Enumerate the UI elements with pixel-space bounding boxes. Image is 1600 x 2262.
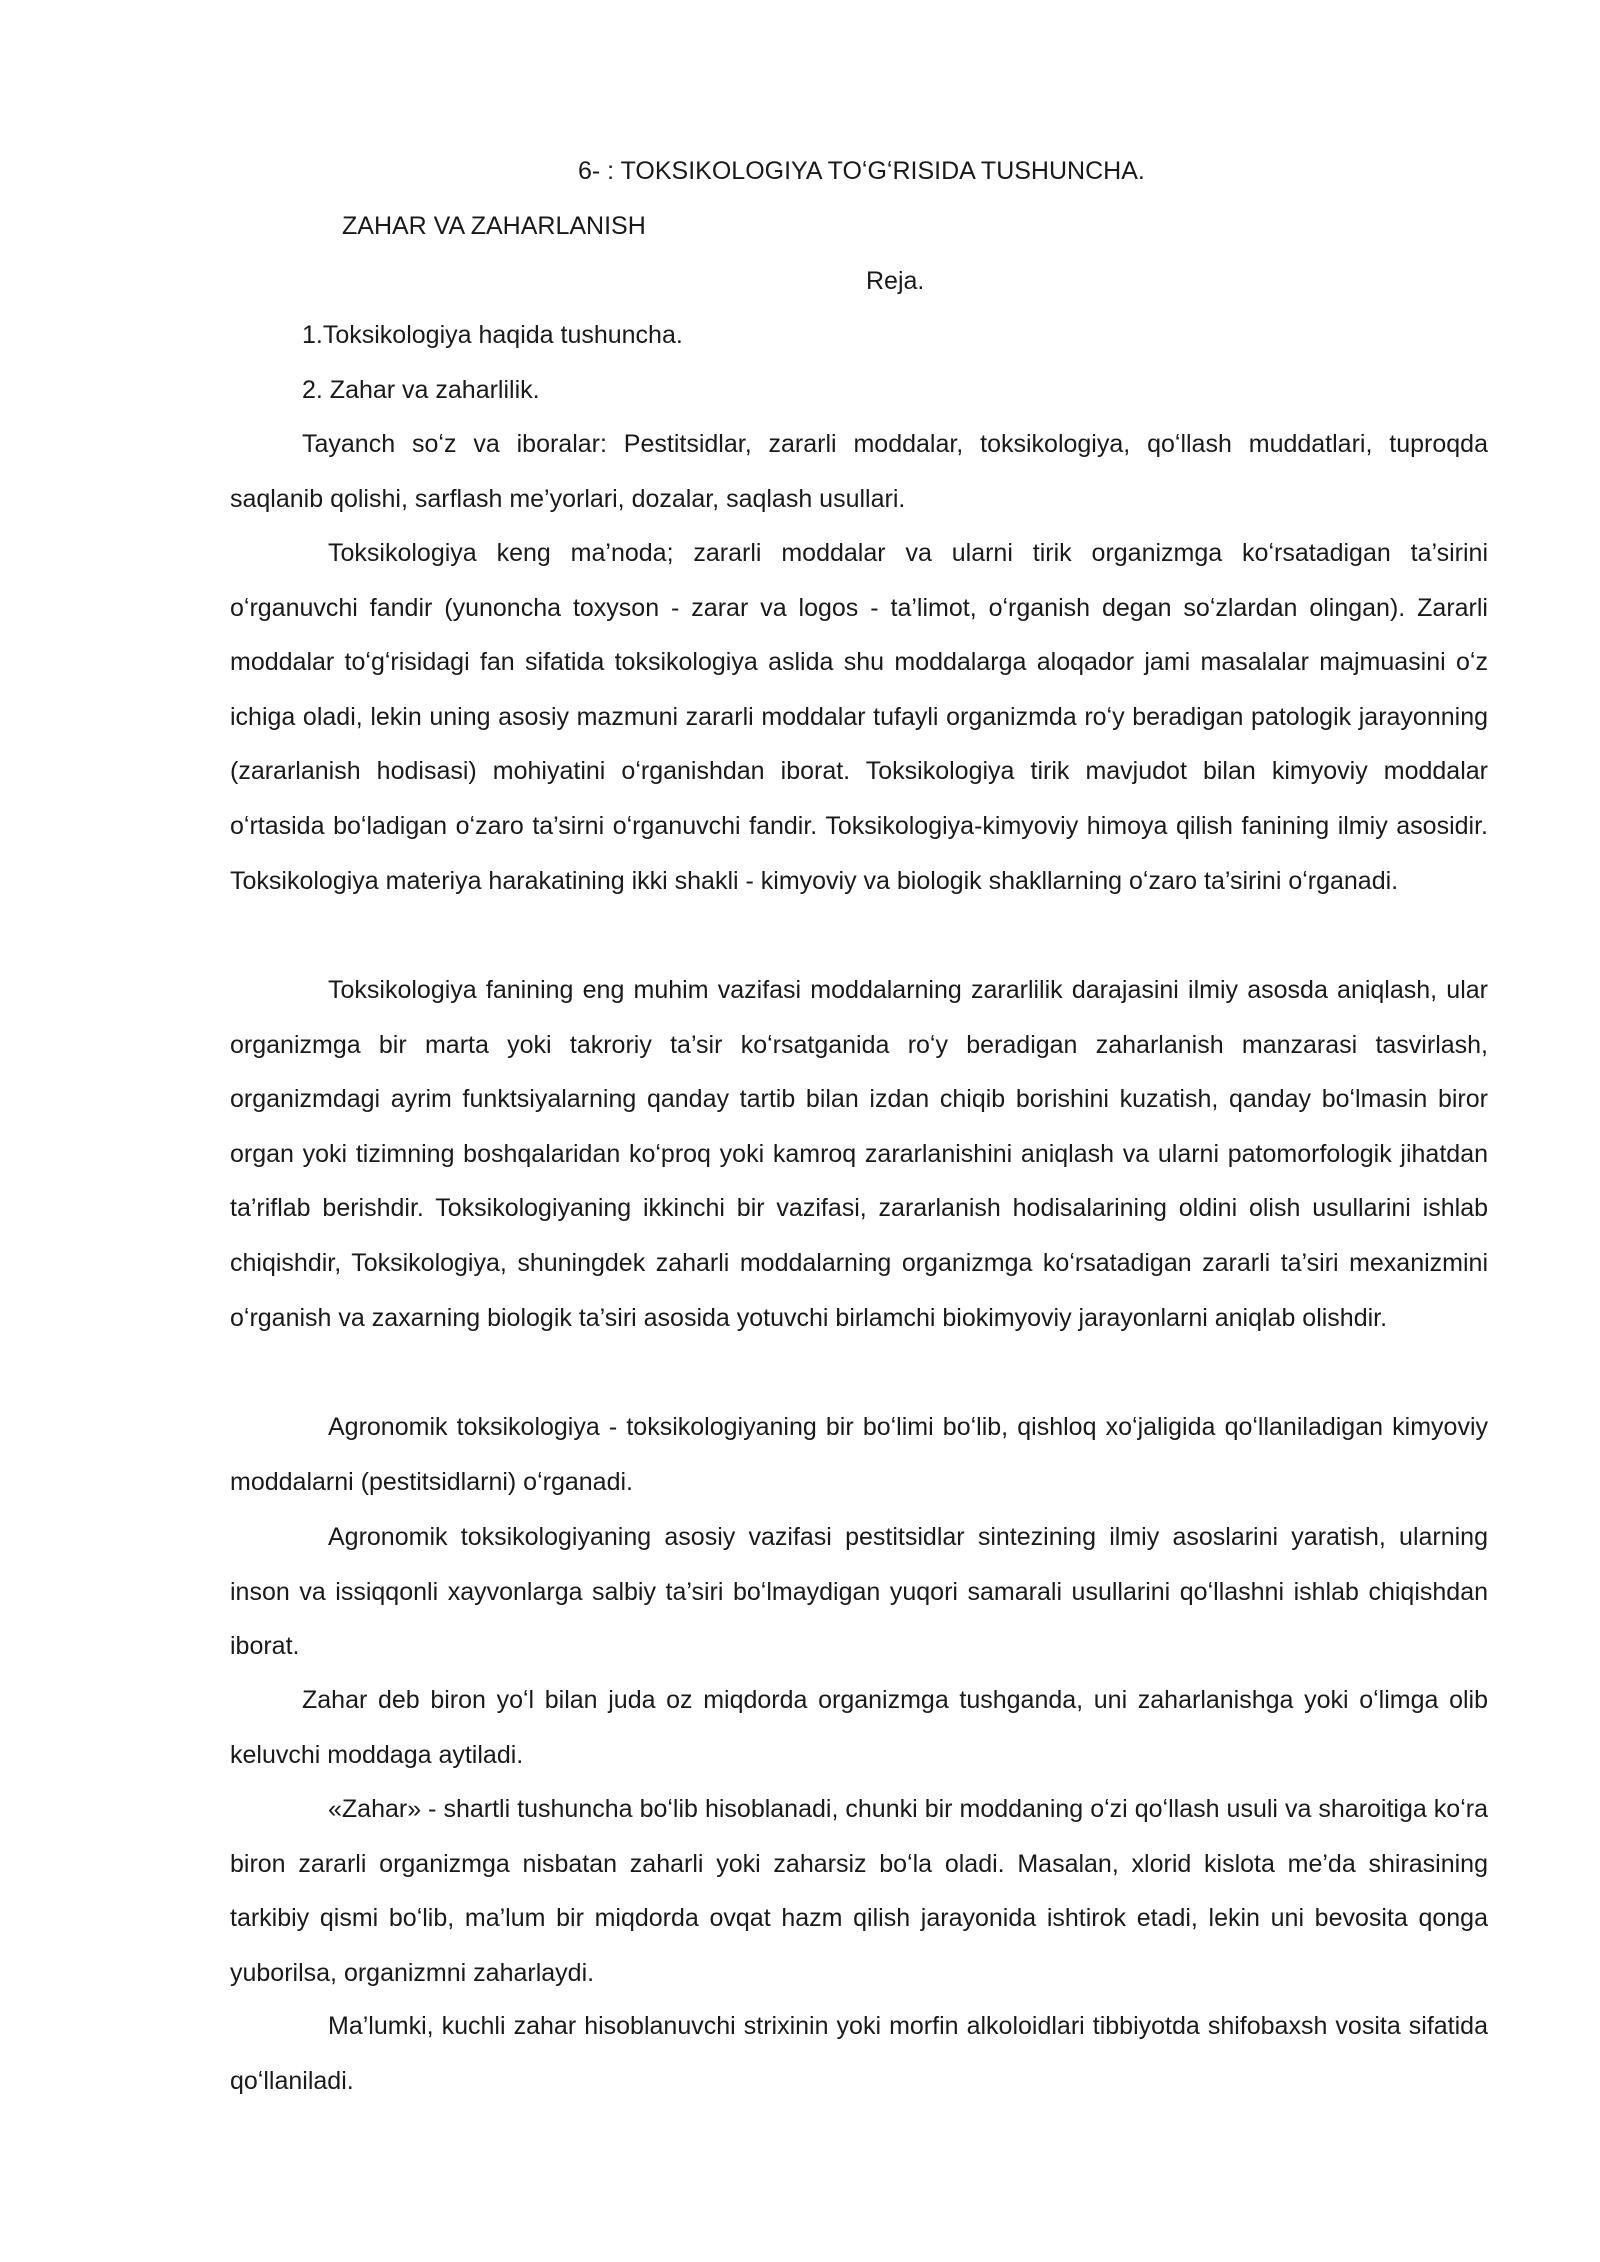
paragraph-medical-use: Ma’lumki, kuchli zahar hisoblanuvchi strixinin yoki morfin alkoloidlari tibbiyotda shifobaxsh vosita sifatida qoʻllaniladi.	[230, 2012, 1488, 2095]
paragraph-toxicology-tasks: Toksikologiya fanining eng muhim vazifasi moddalarning zararlilik darajasini ilmiy asosda aniqlash, ular organizmga bir marta yoki takroriy ta’sir koʻrsatganida roʻy beradigan zaharlanish manzarasi tasvirlash, organizmdagi ayrim funktsiyalarning qanday tartib bilan izdan chiqib borishini kuzatish, qanday boʻlmasin biror organ yoki tizimning boshqalaridan koʻproq yoki kamroq zararlanishini aniqlash va ularni patomorfologik jihatdan ta’riflab berishdir. Toksikologiyaning ikkinchi bir vazifasi, zararlanish hodisalarining oldini olish usullarini ishlab chiqishdir, Toksikologiya, shuningdek zaharli moddalarning organizmga koʻrsatadigan zararli ta’siri mexanizmini oʻrganish va zaxarning biologik ta’siri asosida yotuvchi birlamchi biokimyoviy jarayonlarni aniqlab olishdir.	[230, 976, 1488, 1332]
keywords-paragraph: Tayanch soʻz va iboralar: Pestitsidlar, zararli moddalar, toksikologiya, qoʻllash muddatlari, tuproqda saqlanib qolishi, sarflash me’yorlari, dozalar, saqlash usullari.	[230, 430, 1488, 513]
paragraph-agronomic-tasks: Agronomik toksikologiyaning asosiy vazifasi pestitsidlar sintezining ilmiy asoslarini yaratish, ularning inson va issiqqonli xayvonlarga salbiy ta’siri boʻlmaydigan yuqori samarali usullarini qoʻllashni ishlab chiqishdan iborat.	[230, 1523, 1488, 1661]
plan-item-1: 1.Toksikologiya haqida tushuncha.	[302, 321, 683, 349]
plan-label: Reja.	[866, 267, 925, 295]
paragraph-agronomic-toxicology: Agronomik toksikologiya - toksikologiyaning bir boʻlimi boʻlib, qishloq xoʻjaligida qoʻllaniladigan kimyoviy moddalarni (pestitsidlarni) oʻrganadi.	[230, 1413, 1488, 1496]
document-title: 6- : TOKSIKOLOGIYA TOʻGʻRISIDA TUSHUNCHA.	[578, 157, 1145, 185]
paragraph-poison-concept: «Zahar» - shartli tushuncha boʻlib hisoblanadi, chunki bir moddaning oʻzi qoʻllash usuli va sharoitiga koʻra biron zararli organizmga nisbatan zaharli yoki zaharsiz boʻla oladi. Masalan, xlorid kislota me’da shirasining tarkibiy qismi boʻlib, ma’lum bir miqdorda ovqat hazm qilish jarayonida ishtirok etadi, lekin uni bevosita qonga yuborilsa, organizmni zaharlaydi.	[230, 1795, 1488, 1987]
paragraph-poison-definition: Zahar deb biron yoʻl bilan juda oz miqdorda organizmga tushganda, uni zaharlanishga yoki oʻlimga olib keluvchi moddaga aytiladi.	[230, 1686, 1488, 1769]
plan-item-2: 2. Zahar va zaharlilik.	[302, 376, 540, 404]
document-subtitle: ZAHAR VA ZAHARLANISH	[342, 212, 646, 240]
paragraph-toxicology-definition: Toksikologiya keng ma’noda; zararli moddalar va ularni tirik organizmga koʻrsatadigan ta’sirini oʻrganuvchi fandir (yunoncha toxyson - zarar va logos - ta’limot, oʻrganish degan soʻzlardan olingan). Zararli moddalar toʻgʻrisidagi fan sifatida toksikologiya aslida shu moddalarga aloqador jami masalalar majmuasini oʻz ichiga oladi, lekin uning asosiy mazmuni zararli moddalar tufayli organizmda roʻy beradigan patologik jarayonning (zararlanish hodisasi) mohiyatini oʻrganishdan iborat. Toksikologiya tirik mavjudot bilan kimyoviy moddalar oʻrtasida boʻladigan oʻzaro ta’sirni oʻrganuvchi fandir. Toksikologiya-kimyoviy himoya qilish fanining ilmiy asosidir. Toksikologiya materiya harakatining ikki shakli - kimyoviy va biologik shakllarning oʻzaro ta’sirini oʻrganadi.	[230, 539, 1488, 895]
